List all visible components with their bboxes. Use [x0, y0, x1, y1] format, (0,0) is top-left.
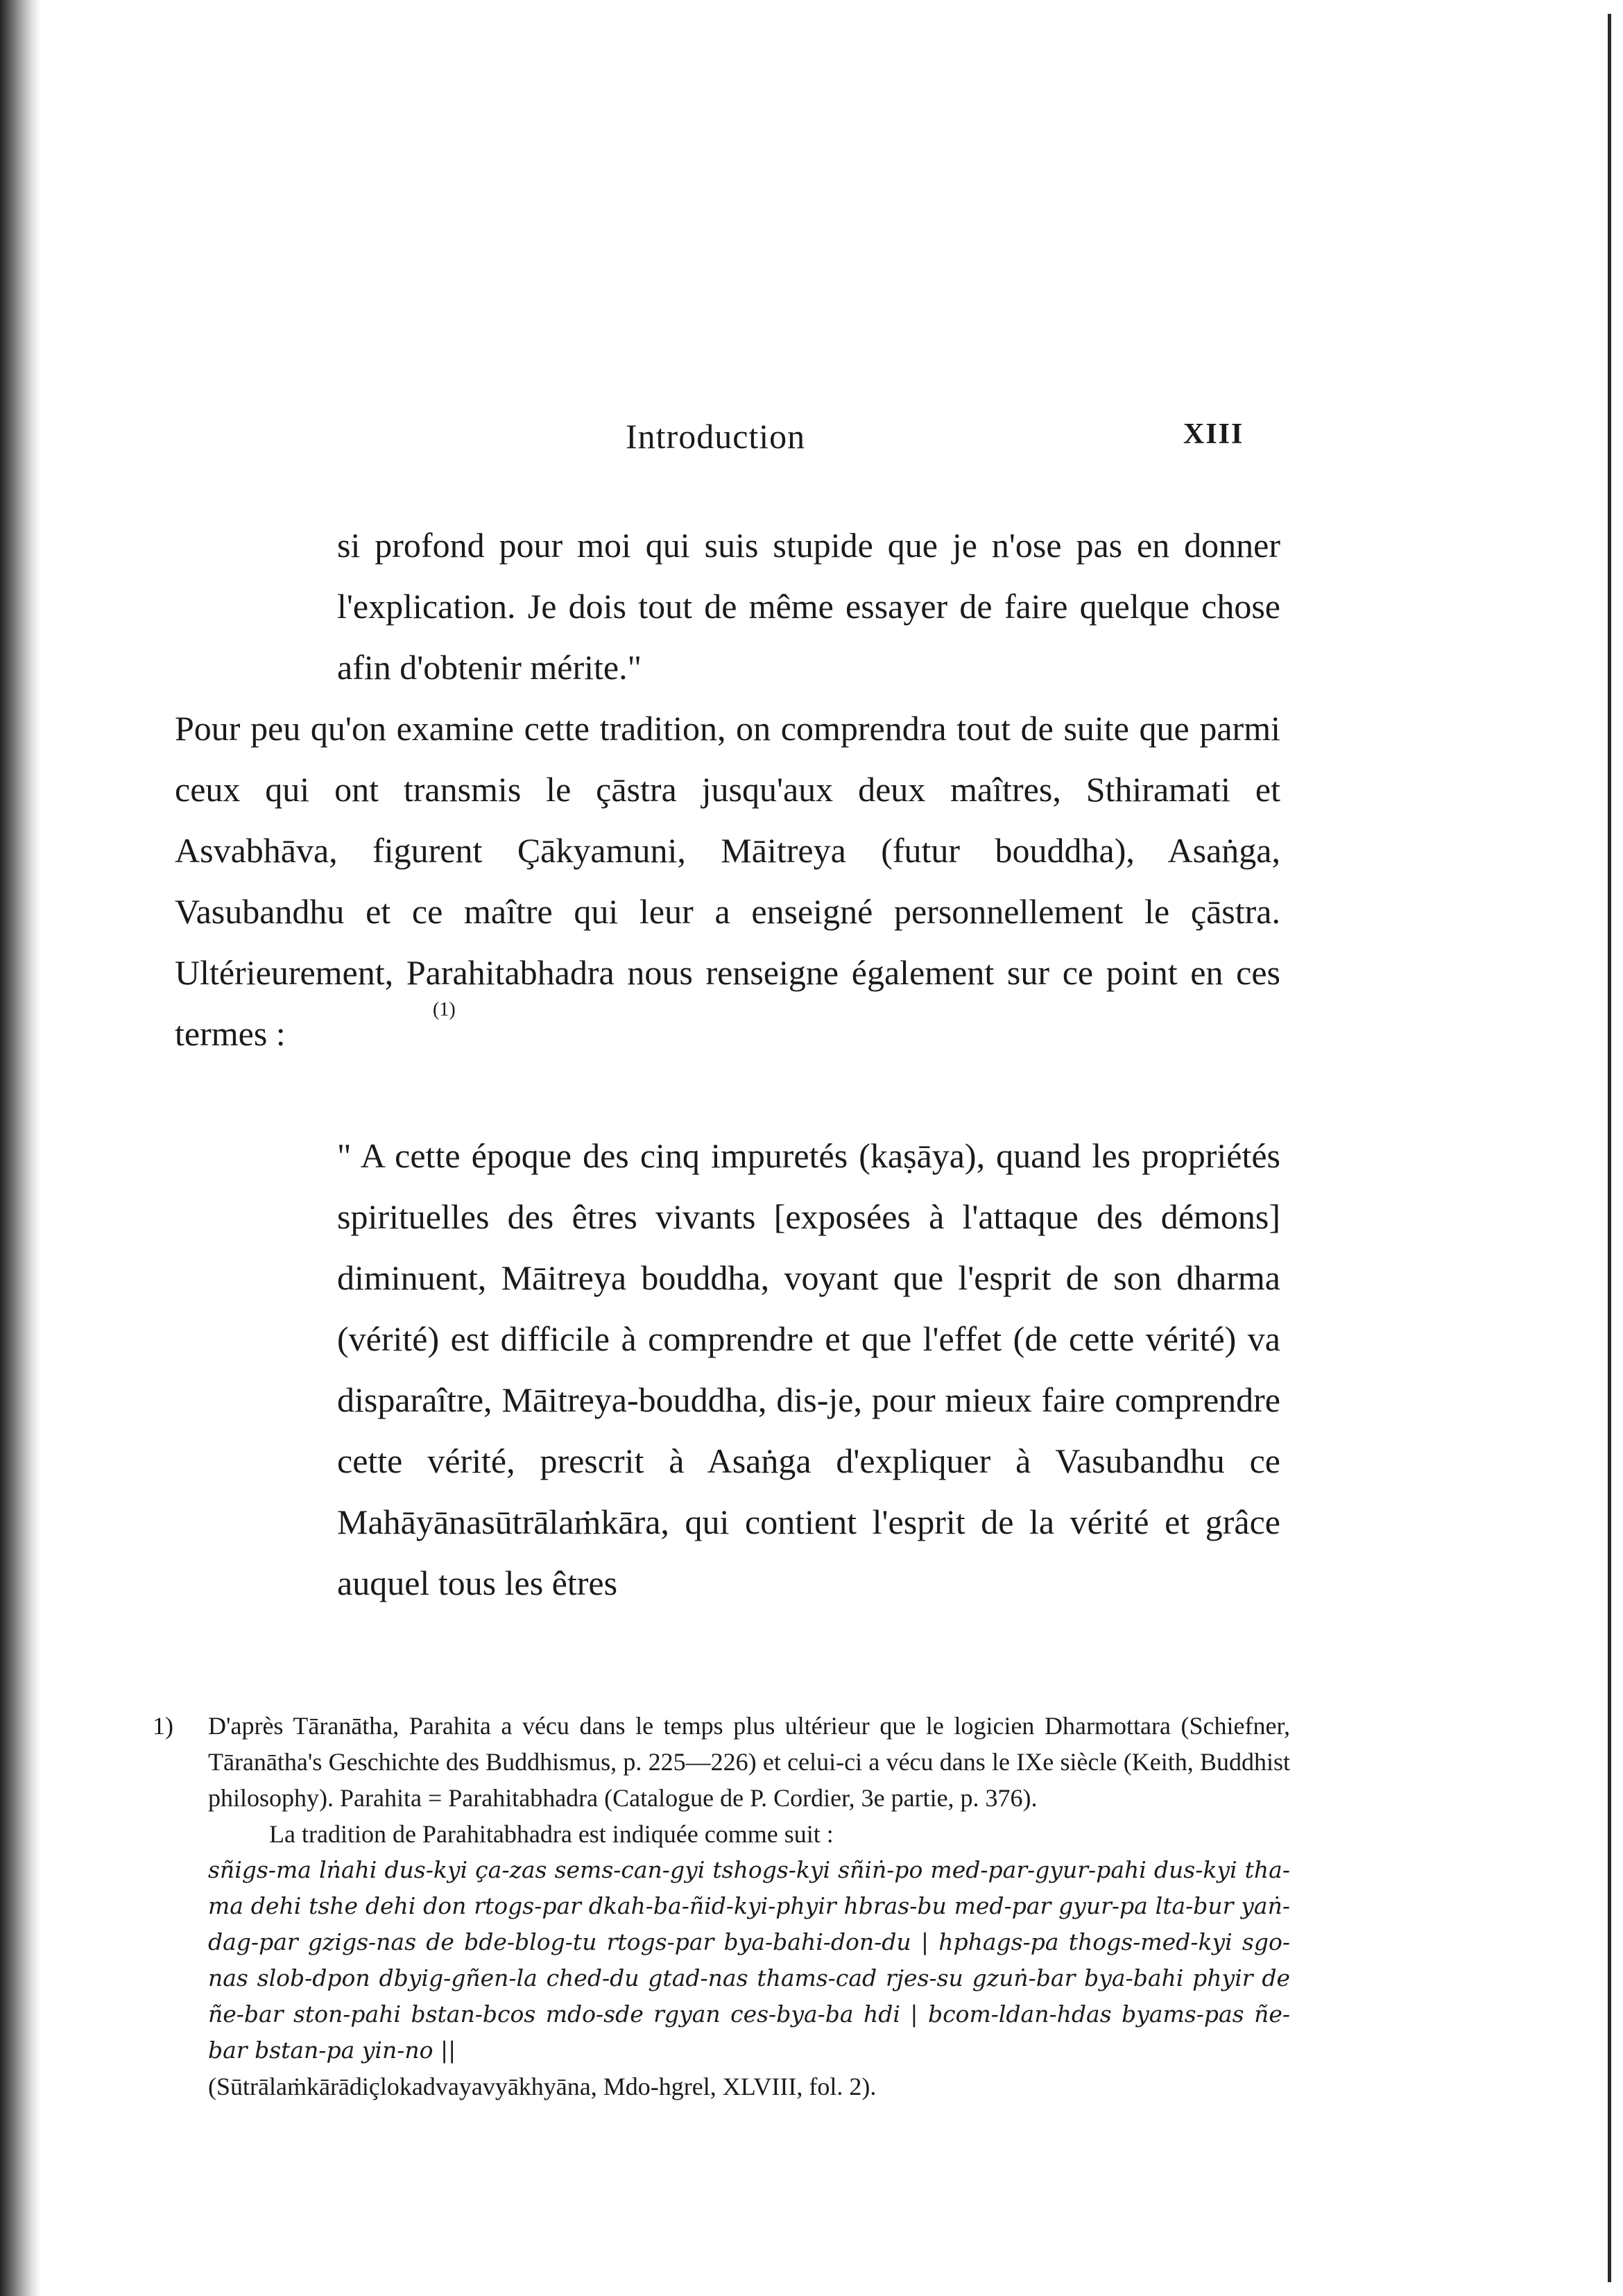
continued-quotation-text: si profond pour moi qui suis stupide que je n'ose pas en donner l'explication. Je dois tout de même essayer de faire quelque chose afin d'obtenir mérite." — [337, 526, 1280, 687]
page-edge-rule — [1608, 14, 1611, 2282]
page-number: XIII — [1183, 418, 1244, 450]
running-head — [0, 416, 1623, 465]
footnote-citation: (Sūtrālaṁkārādiçlokadvayavyākhyāna, Mdo-hgrel, XLVIII, fol. 2). — [208, 2073, 877, 2100]
main-paragraph-text: Pour peu qu'on examine cette tradition, on comprendra tout de suite que parmi ceux qui ont transmis le çāstra jusqu'aux deux maîtres, Sthiramati et Asvabhāva, figurent Çākyamuni, Māitreya (futur bouddha), Asaṅga, Vasubandhu et ce maître qui leur a enseigné personnellement le çāstra. Ultérieurement, Parahitabhadra nous renseigne également sur ce point en ces termes : — [175, 709, 1280, 1053]
block-quotation-text: " A cette époque des cinq impuretés (kaṣāya), quand les propriétés spirituelles des êtres vivants [exposées à l'attaque des démons] diminuent, Māitreya bouddha, voyant que l'esprit de son dharma (vérité) est difficile à comprendre et que l'effet (de cette vérité) va disparaître, Māitreya-bouddha, dis-je, pour mieux faire comprendre cette vérité, prescrit à Asaṅga d'expliquer à Vasubandhu ce Mahāyānasūtrālaṁkāra, qui contient l'esprit de la vérité et grâce auquel tous les êtres — [337, 1136, 1280, 1602]
footnote-block — [153, 1708, 1290, 2105]
continued-quotation — [337, 515, 1280, 698]
running-head-title: Introduction — [626, 417, 806, 456]
footnote-number: 1) — [153, 1712, 173, 1740]
footnote-tibetan-text: sñigs-ma lṅahi dus-kyi ça-zas sems-can-gyi tshogs-kyi sñiṅ-po med-par-gyur-pahi dus-kyi tha-ma dehi tshe dehi don rtogs-par dkah-ba-ñid-kyi-phyir hbras-bu med-par gyur-pa lta-bur yaṅ-dag-par gzigs-nas de bde-blog-tu rtogs-par bya-bahi-don-du | hphags-pa thogs-med-kyi sgo-nas slob-dpon dbyig-gñen-la ched-du gtad-nas thams-cad rjes-su gzuṅ-bar bya-bahi phyir de ñe-bar ston-pahi bstan-bcos mdo-sde rgyan ces-bya-ba hdi | bcom-ldan-hdas byams-pas ñe-bar bstan-pa yin-no || — [208, 1856, 1290, 2064]
footnote-reference-marker: (1) — [433, 999, 456, 1020]
binding-shadow — [0, 0, 40, 2296]
footnote-text: D'après Tāranātha, Parahita a vécu dans le temps plus ultérieur que le logicien Dharmottara (Schiefner, Tāranātha's Geschichte des Buddhismus, p. 225—226) et celui-ci a vécu dans le IXe siècle (Keith, Buddhist philosophy). Parahita = Parahitabhadra (Catalogue de P. Cordier, 3e partie, p. 376). — [208, 1712, 1290, 1812]
main-paragraph — [175, 698, 1280, 1064]
footnote-tradition-intro: La tradition de Parahitabhadra est indiquée comme suit : — [269, 1820, 834, 1848]
block-quotation — [337, 1125, 1280, 1613]
